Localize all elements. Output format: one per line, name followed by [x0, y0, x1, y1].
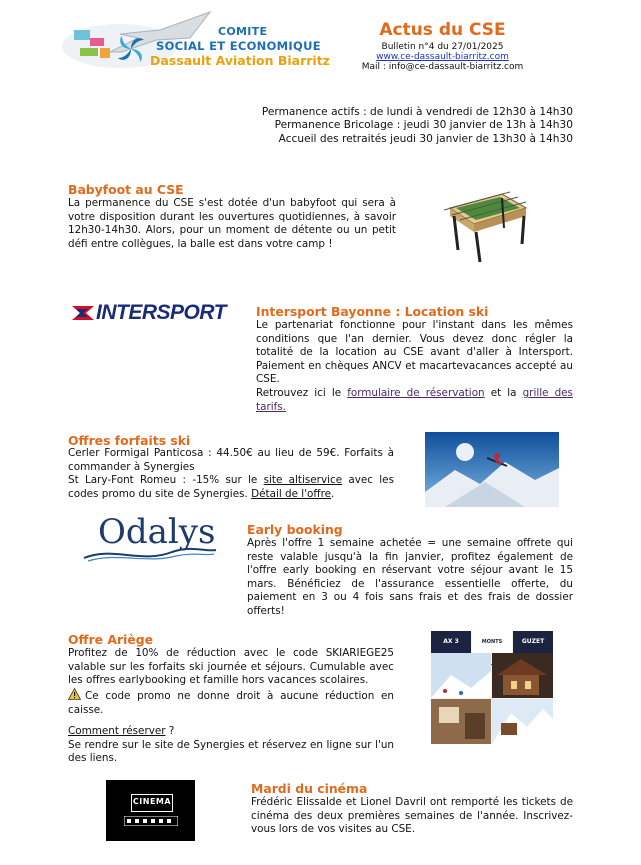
warning-icon: [68, 688, 81, 700]
altiservice-link[interactable]: site altiservice: [263, 474, 343, 487]
permanence-line: Accueil des retraités jeudi 30 janvier de 13h30 à 14h30: [278, 132, 573, 145]
intersport-logo-text: INTERSPORT: [96, 301, 226, 324]
odalys-wave-icon: [82, 546, 218, 564]
early-booking-text: Après l'offre 1 semaine achetée = une semaine offrete qui reste valable jusqu'à la fin janvier, profitez également de l'offre early booking en réservant votre séjour avant le 15 mars. Bénéficiez de l'assurance essentielle offerte, du paiement en 3 ou 4 fois sans frais et des frais de dossier offerts!: [247, 537, 573, 617]
bulletin-title: Actus du CSE: [379, 20, 506, 40]
permanence-line: Permanence actifs : de lundi à vendredi de 12h30 à 14h30: [261, 106, 573, 118]
ariege-text: Profitez de 10% de réduction avec le code SKIARIEGE25 valable sur les forfaits ski journée et séjours. Cumulable avec les offres earlybooking et famille hors vacances scolaires.: [68, 647, 394, 687]
how-to-book-text: Se rendre sur le site de Synergies et réservez en ligne sur l'un des liens.: [68, 738, 394, 765]
odalys-logo: [82, 512, 218, 566]
ariege-warning: [68, 688, 394, 717]
bulletin-number: Bulletin n°4 du 27/01/2025: [381, 42, 504, 52]
intersport-link-mid: et la: [484, 386, 523, 399]
forfaits-title: Offres forfaits ski: [68, 433, 191, 448]
ski-jump-photo: [425, 432, 559, 507]
website-link[interactable]: www.ce-dassault-biarritz.com: [376, 52, 509, 62]
org-line-3: Dassault Aviation Biarritz: [150, 53, 330, 68]
cinema-title: Mardi du cinéma: [251, 781, 368, 796]
price-grid-link[interactable]: grille des tarifs.: [256, 386, 573, 413]
film-strip-icon: [124, 816, 178, 826]
cse-logo: [60, 8, 330, 70]
contact-mail: Mail : info@ce-dassault-biarritz.com: [361, 62, 524, 72]
resort-logo-ax: AX 3: [431, 631, 471, 653]
forfaits-text: [68, 447, 394, 501]
offer-detail-link[interactable]: Détail de l'offre: [251, 487, 332, 500]
ariege-title: Offre Ariège: [68, 632, 154, 647]
forfaits-line-2-mid: avec les codes promo du site de Synergies.: [68, 474, 394, 500]
org-line-2: SOCIAL ET ECONOMIQUE: [156, 39, 321, 53]
org-line-1: COMITE: [218, 25, 268, 38]
reservation-form-link[interactable]: formulaire de réservation: [347, 386, 485, 399]
odalys-logo-text: Odalys: [98, 512, 216, 552]
cinema-logo-text: CINEMA: [132, 797, 172, 806]
cinema-text: Frédéric Elissalde et Lionel Davril ont remporté les tickets de cinéma des deux premières semaines de l'année. Inscrivez-vous lors de vos visites au CSE.: [251, 796, 573, 836]
warning-text: Ce code promo ne donne droit à aucune réduction en caisse.: [68, 690, 394, 716]
forfaits-line-2-pre: St Lary-Font Romeu : -15% sur le: [68, 474, 264, 487]
cinema-logo: [106, 780, 195, 841]
intersport-star-icon: [70, 304, 96, 322]
intersport-link-pre: Retrouvez ici le: [256, 386, 348, 399]
intersport-text: [256, 319, 573, 414]
resort-photos: [431, 653, 553, 744]
bulletin-header: [355, 20, 530, 72]
ariege-resorts-image: [431, 631, 553, 744]
forfaits-line-1: Cerler Formigal Panticosa : 44.50€ au lieu de 59€. Forfaits à commander à Synergies: [68, 447, 394, 473]
how-to-book-question: ?: [165, 725, 175, 737]
permanence-line: Permanence Bricolage : jeudi 30 janvier de 13h à 14h30: [274, 119, 573, 132]
early-booking-title: Early booking: [247, 522, 343, 537]
babyfoot-text: La permanence du CSE s'est dotée d'un babyfoot qui sera à votre disposition durant les ouvertures quotidiennes, à savoir 12h30-14h30. Alors, pour un moment de détente ou un petit défi entre collègues, la balle est dans votre camp !: [68, 197, 396, 250]
cse-emblem-icon: [114, 32, 148, 66]
babyfoot-title: Babyfoot au CSE: [68, 182, 184, 197]
resort-logo-monts: MONTS: [472, 631, 512, 653]
forfaits-line-2-end: .: [331, 487, 335, 500]
intersport-title: Intersport Bayonne : Location ski: [256, 304, 489, 319]
babyfoot-image: [440, 188, 530, 266]
intersport-body: Le partenariat fonctionne pour l'instant dans les mêmes conditions que l'an dernier. Vous devez donc régler la totalité de la location au CSE avant d'aller à Intersport. Paiement en chèques ANCV et macartevacances accepté au CSE.: [256, 319, 573, 386]
resort-logo-guzet: GUZET: [513, 631, 553, 653]
permanence-block: [240, 106, 573, 146]
intersport-logo: [70, 300, 240, 326]
how-to-book: [68, 725, 394, 766]
how-to-book-link[interactable]: Comment réserver: [68, 725, 166, 737]
